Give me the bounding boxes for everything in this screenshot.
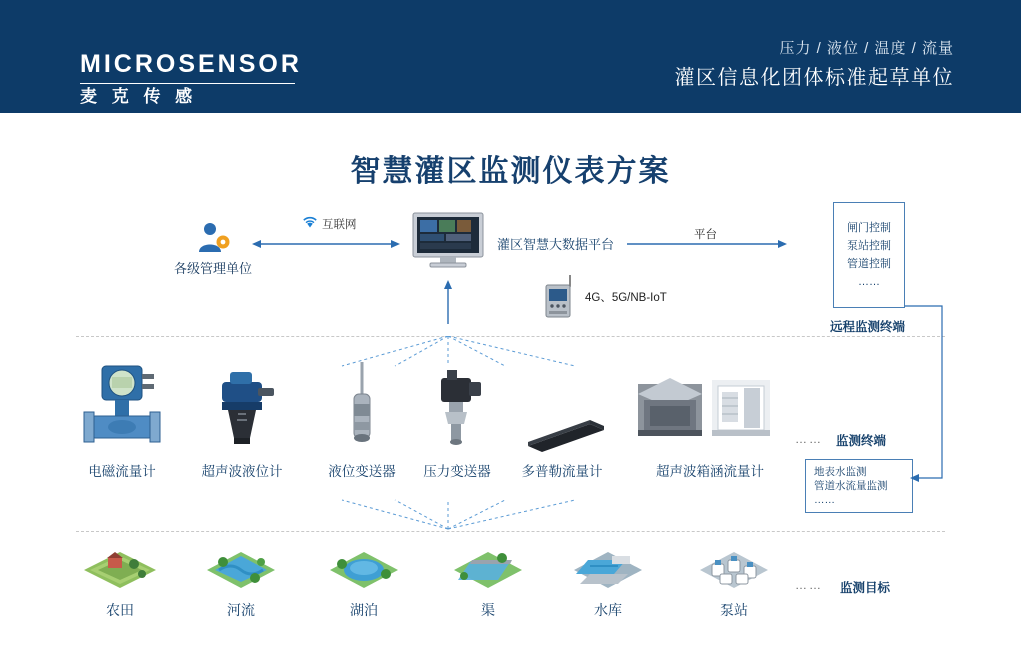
level-transmitter-icon [312, 360, 412, 456]
farmland-icon [72, 546, 168, 594]
control-item-3: …… [858, 275, 880, 288]
monitor-scope-box [805, 459, 913, 513]
target-reservoir [560, 546, 656, 620]
target-caption-0: 农田 [106, 602, 134, 618]
device-electromagnetic-flowmeter [72, 360, 172, 480]
page-title: 智慧灌区监测仪表方案 [350, 155, 671, 188]
target-caption-4: 水库 [594, 602, 622, 618]
monitor-item-1: 管道水流量监测 [814, 480, 888, 492]
tagline-line-1: 压力 / 液位 / 温度 / 流量 [779, 40, 954, 57]
platform-link-label: 平台 [694, 229, 717, 241]
device-ultrasonic-level-meter [192, 360, 292, 480]
brand-logo [80, 52, 410, 105]
logo-text-cn: 麦 克 传 感 [80, 87, 198, 106]
target-canal [440, 546, 536, 620]
devices-to-platform-arrow [440, 280, 456, 324]
manager-platform-link [252, 236, 400, 252]
data-platform-monitor-icon [412, 212, 484, 270]
device-caption-1: 超声波液位计 [201, 464, 283, 479]
canal-icon [440, 546, 536, 594]
monitor-target-label: 监测目标 [840, 581, 891, 595]
device-caption-2: 液位变送器 [328, 464, 396, 479]
pressure-transmitter-icon [407, 360, 507, 456]
electromagnetic-flowmeter-icon [72, 360, 172, 456]
device-caption-5: 超声波箱涵流量计 [656, 464, 764, 479]
platform-label: 灌区智慧大数据平台 [497, 237, 615, 252]
device-doppler-flowmeter [512, 360, 612, 480]
lake-icon [316, 546, 412, 594]
section-divider-bottom [76, 531, 945, 532]
ultrasonic-culvert-flowmeter-icon [630, 360, 790, 456]
manager-user-icon [196, 222, 232, 256]
monitor-terminal-label: 监测终端 [836, 434, 887, 448]
target-caption-1: 河流 [227, 602, 255, 618]
page-header [0, 0, 1021, 113]
header-tagline [675, 38, 955, 93]
monitor-item-0: 地表水监测 [814, 466, 867, 478]
control-item-1: 泵站控制 [847, 239, 891, 252]
target-caption-3: 渠 [481, 602, 495, 618]
target-caption-2: 湖泊 [350, 602, 378, 618]
control-item-2: 管道控制 [847, 257, 891, 270]
gateway-device-icon [540, 275, 576, 321]
doppler-flowmeter-icon [512, 360, 612, 456]
internet-label: 互联网 [322, 219, 357, 231]
control-item-0: 闸门控制 [847, 221, 891, 234]
target-pump-station [686, 546, 782, 620]
target-river [193, 546, 289, 620]
remote-terminal-label: 远程监测终端 [830, 320, 906, 334]
logo-divider [80, 83, 295, 84]
river-icon [193, 546, 289, 594]
ultrasonic-level-meter-icon [192, 360, 292, 456]
reservoir-icon [560, 546, 656, 594]
target-dots: …… [795, 578, 823, 592]
device-caption-4: 多普勒流量计 [521, 464, 603, 479]
logo-text-en: MICROSENSOR [80, 50, 302, 78]
control-to-monitor-connector [900, 300, 950, 490]
terminal-dots: …… [795, 432, 823, 446]
target-fanout [330, 498, 630, 531]
target-farmland [72, 546, 168, 620]
pump-station-icon [686, 546, 782, 594]
device-ultrasonic-culvert-flowmeter [630, 360, 790, 480]
network-label: 4G、5G/NB-IoT [585, 292, 667, 304]
wifi-icon [302, 215, 318, 229]
monitor-item-2: …… [814, 494, 835, 506]
remote-control-box [833, 202, 905, 308]
device-caption-0: 电磁流量计 [88, 464, 156, 479]
tagline-line-2: 灌区信息化团体标准起草单位 [674, 67, 954, 89]
device-level-transmitter [312, 360, 412, 480]
device-caption-3: 压力变送器 [423, 464, 491, 479]
manager-label: 各级管理单位 [174, 261, 253, 276]
device-pressure-transmitter [407, 360, 507, 480]
target-caption-5: 泵站 [720, 602, 748, 618]
target-lake [316, 546, 412, 620]
